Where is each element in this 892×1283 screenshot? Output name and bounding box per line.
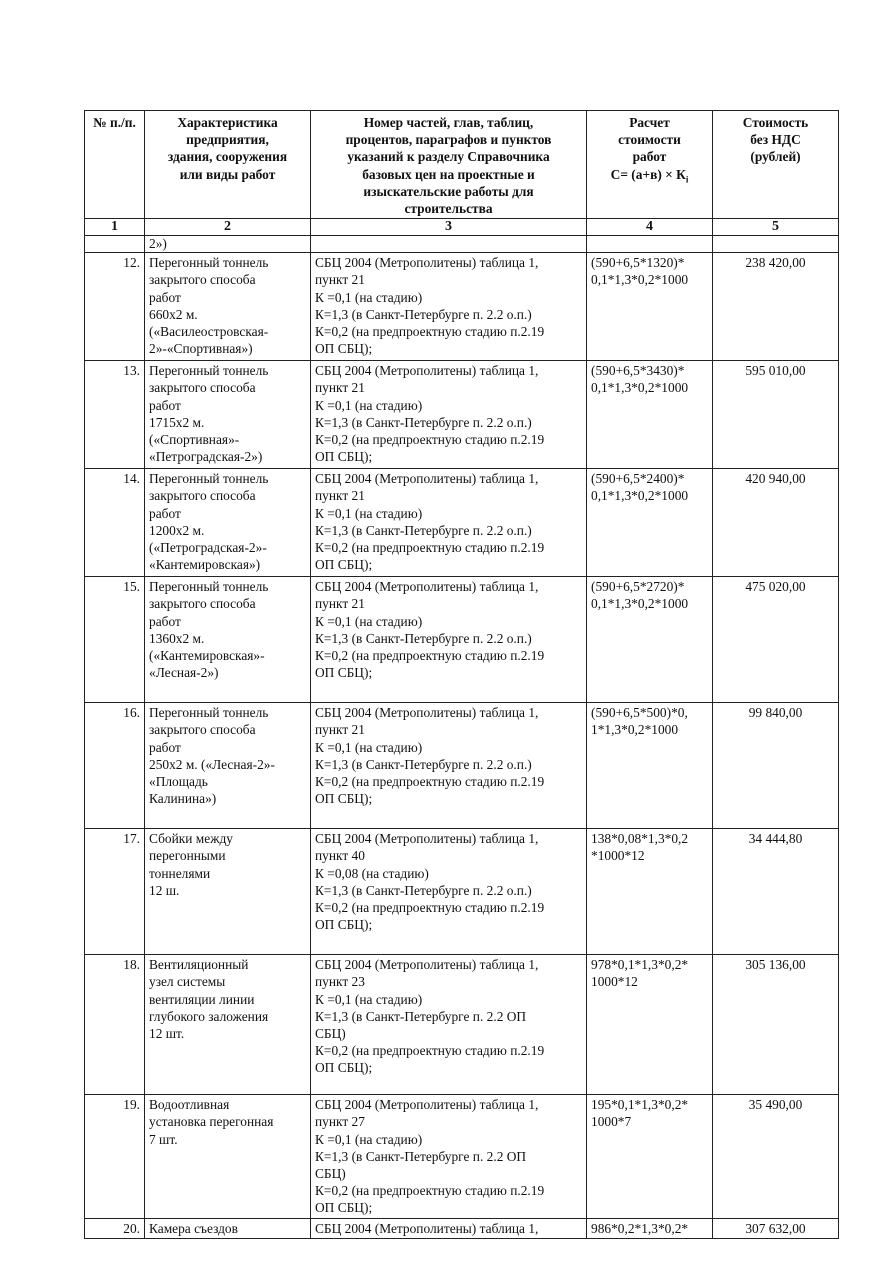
item-name-line: глубокого заложения [149,1008,269,1024]
table-row [85,1219,839,1239]
column-number: 5 [713,219,839,236]
calculation-formula-line: (590+6,5*2720)* [591,579,685,595]
cost-value: 305 136,00 [713,955,839,1095]
reference-text-line: К =0,1 (на стадию) [315,1131,423,1147]
item-name-line: («Василеостровская- [149,324,269,340]
row-number: 12. [85,253,145,361]
item-name-line: перегонными [149,848,226,864]
calculation-formula-line: (590+6,5*3430)* [591,363,685,379]
calculation-formula-line: (590+6,5*2400)* [591,471,685,487]
calculation-formula-line: 0,1*1,3*0,2*1000 [591,272,689,288]
row-number: 19. [85,1095,145,1219]
table-row [85,577,839,703]
row-number: 17. [85,829,145,955]
row-number: 14. [85,469,145,577]
item-name-cell [145,703,311,829]
calculation-formula-line: 1*1,3*0,2*1000 [591,722,679,738]
reference-text-line: К=0,2 (на предпроектную стадию п.2.19 [315,1043,545,1059]
reference-text-line: СБЦ) [315,1166,346,1182]
reference-text-line: К=0,2 (на предпроектную стадию п.2.19 [315,324,545,340]
reference-text-line: СБЦ 2004 (Метрополитены) таблица 1, [315,255,539,271]
header-number: № п./п. [85,111,145,219]
reference-text-line: пункт 40 [315,848,365,864]
item-name-line: узел системы [149,974,226,990]
reference-text-line: пункт 21 [315,596,365,612]
reference-text-line: СБЦ 2004 (Метрополитены) таблица 1, [315,363,539,379]
item-name-cell [145,829,311,955]
reference-text-line: К =0,1 (на стадию) [315,739,423,755]
table-row [85,829,839,955]
item-name-line: Сбойки между [149,831,233,847]
reference-text-line: К=0,2 (на предпроектную стадию п.2.19 [315,648,545,664]
reference-text-line: пункт 23 [315,974,365,990]
cost-value: 595 010,00 [713,361,839,469]
cost-value: 475 020,00 [713,577,839,703]
table-row [85,703,839,829]
header-cost: Стоимость без НДС (рублей) [713,111,839,219]
reference-text-line: пункт 21 [315,380,365,396]
reference-text-line: СБЦ 2004 (Метрополитены) таблица 1, [315,471,539,487]
item-name-line: Перегонный тоннель [149,579,269,595]
header-reference: Номер частей, глав, таблиц, процентов, параграфов и пунктов указаний к разделу Справочника базовых цен на проектные и изыскательские работы для строительства [311,111,587,219]
item-name-line: «Петроградская-2») [149,449,263,465]
reference-text-line: К=0,2 (на предпроектную стадию п.2.19 [315,432,545,448]
reference-text-line: К =0,1 (на стадию) [315,397,423,413]
item-name-line: закрытого способа [149,272,256,288]
item-name-line: Перегонный тоннель [149,255,269,271]
reference-text-line: ОП СБЦ); [315,665,373,681]
calculation-formula-cell [587,1095,713,1219]
header-characteristic: Характеристика предприятия, здания, сооружения или виды работ [145,111,311,219]
row-number: 20. [85,1219,145,1239]
item-name-line: Калинина») [149,791,217,807]
item-name-line: работ [149,613,181,629]
column-number: 3 [311,219,587,236]
item-name-line: вентиляции линии [149,991,255,1007]
reference-text-line: К=1,3 (в Санкт-Петербурге п. 2.2 о.п.) [315,414,532,430]
item-name-line: работ [149,289,181,305]
cost-table [84,110,839,1239]
reference-text-cell [311,577,587,703]
item-name-line: закрытого способа [149,722,256,738]
calculation-formula-line: 138*0,08*1,3*0,2 [591,831,689,847]
reference-text-line: пункт 21 [315,488,365,504]
reference-text-line: К=1,3 (в Санкт-Петербурге п. 2.2 о.п.) [315,306,532,322]
reference-text-line: К=0,2 (на предпроектную стадию п.2.19 [315,540,545,556]
calculation-formula-line: 1000*12 [591,974,638,990]
calculation-formula-line: 0,1*1,3*0,2*1000 [591,488,689,504]
item-name-line: работ [149,397,181,413]
item-name-cell [145,1095,311,1219]
reference-text-line: К=1,3 (в Санкт-Петербурге п. 2.2 ОП [315,1008,527,1024]
item-name-line: 660х2 м. [149,306,198,322]
item-name-cell [145,577,311,703]
table-row [85,955,839,1095]
row-number: 18. [85,955,145,1095]
reference-text-line: СБЦ 2004 (Метрополитены) таблица 1, [315,579,539,595]
calculation-formula-cell [587,1219,713,1239]
calculation-formula-line: 0,1*1,3*0,2*1000 [591,596,689,612]
row-number: 16. [85,703,145,829]
reference-text-line: СБЦ 2004 (Метрополитены) таблица 1, [315,705,539,721]
header-calculation: Расчет стоимости работ $С= (а+в) \times К_i$ [587,111,713,219]
reference-text-cell [311,361,587,469]
table-row [85,361,839,469]
cost-value: 420 940,00 [713,469,839,577]
reference-text-line: ОП СБЦ); [315,791,373,807]
reference-text-cell [311,469,587,577]
item-name-cell [145,469,311,577]
table-row [85,253,839,361]
item-name-cell [145,253,311,361]
reference-text-line: К=1,3 (в Санкт-Петербурге п. 2.2 о.п.) [315,756,532,772]
item-name-line: 12 ш. [149,882,180,898]
reference-text-line: К=1,3 (в Санкт-Петербурге п. 2.2 ОП [315,1148,527,1164]
reference-text-line: пункт 21 [315,272,365,288]
reference-text-line: СБЦ 2004 (Метрополитены) таблица 1, [315,1221,539,1237]
calculation-formula-cell [587,703,713,829]
continuation-row [85,236,839,253]
row-number: 13. [85,361,145,469]
item-name-line: «Кантемировская») [149,557,261,573]
cost-value: 238 420,00 [713,253,839,361]
item-name-line: «Лесная-2») [149,665,219,681]
row-number: 15. [85,577,145,703]
item-name-line: Камера съездов [149,1221,238,1237]
item-name-line: работ [149,505,181,521]
reference-text-line: ОП СБЦ); [315,1200,373,1216]
header-formula-subscript: i [685,174,689,185]
reference-text-line: К=0,2 (на предпроектную стадию п.2.19 [315,1183,545,1199]
reference-text-line: пункт 21 [315,722,365,738]
reference-text-line: К=0,2 (на предпроектную стадию п.2.19 [315,774,545,790]
calculation-formula-line: 0,1*1,3*0,2*1000 [591,380,689,396]
reference-text-cell [311,955,587,1095]
calculation-formula-cell [587,361,713,469]
calculation-formula-line: *1000*12 [591,848,645,864]
calculation-formula-line: (590+6,5*1320)* [591,255,685,271]
item-name-cell [145,361,311,469]
cost-value: 34 444,80 [713,829,839,955]
item-name-line: 7 шт. [149,1131,178,1147]
column-number: 2 [145,219,311,236]
calculation-formula-cell [587,577,713,703]
reference-text-line: К=1,3 (в Санкт-Петербурге п. 2.2 о.п.) [315,630,532,646]
reference-text-line: пункт 27 [315,1114,365,1130]
reference-text-line: СБЦ 2004 (Метрополитены) таблица 1, [315,957,539,973]
reference-text-line: ОП СБЦ); [315,917,373,933]
item-name-line: 12 шт. [149,1026,185,1042]
continuation-text: 2») [145,236,311,253]
reference-text-cell [311,253,587,361]
item-name-line: Вентиляционный [149,957,249,973]
item-name-cell [145,1219,311,1239]
calculation-formula-line: (590+6,5*500)*0, [591,705,688,721]
item-name-line: («Спортивная»- [149,432,240,448]
reference-text-line: ОП СБЦ); [315,557,373,573]
item-name-line: 1360х2 м. [149,630,205,646]
item-name-line: 250х2 м. («Лесная-2»- [149,756,275,772]
calculation-formula-cell [587,469,713,577]
item-name-line: Перегонный тоннель [149,363,269,379]
reference-text-line: СБЦ 2004 (Метрополитены) таблица 1, [315,1097,539,1113]
reference-text-cell [311,1095,587,1219]
item-name-line: работ [149,739,181,755]
item-name-line: («Кантемировская»- [149,648,265,664]
item-name-line: Перегонный тоннель [149,705,269,721]
reference-text-line: К =0,08 (на стадию) [315,865,429,881]
item-name-line: («Петроградская-2»- [149,540,267,556]
reference-text-line: К=1,3 (в Санкт-Петербурге п. 2.2 о.п.) [315,522,532,538]
cost-value: 99 840,00 [713,703,839,829]
item-name-line: Водоотливная [149,1097,230,1113]
calculation-formula-line: 1000*7 [591,1114,632,1130]
item-name-line: установка перегонная [149,1114,274,1130]
reference-text-line: СБЦ 2004 (Метрополитены) таблица 1, [315,831,539,847]
header-row [85,111,839,219]
item-name-line: закрытого способа [149,596,256,612]
header-formula: С= (а+в) × К [610,166,686,182]
item-name-line: 1200х2 м. [149,522,205,538]
reference-text-line: К =0,1 (на стадию) [315,289,423,305]
item-name-line: 2»-«Спортивная») [149,341,253,357]
item-name-line: 1715х2 м. [149,414,205,430]
reference-text-line: К =0,1 (на стадию) [315,613,423,629]
reference-text-cell [311,703,587,829]
table-row [85,469,839,577]
reference-text-line: СБЦ) [315,1026,346,1042]
column-number: 1 [85,219,145,236]
column-number: 4 [587,219,713,236]
reference-text-line: ОП СБЦ); [315,1060,373,1076]
cost-value: 307 632,00 [713,1219,839,1239]
reference-text-cell [311,1219,587,1239]
item-name-cell [145,955,311,1095]
reference-text-line: ОП СБЦ); [315,341,373,357]
column-numbers-row [85,219,839,236]
calculation-formula-line: 978*0,1*1,3*0,2* [591,957,689,973]
calculation-formula-cell [587,829,713,955]
reference-text-line: К=1,3 (в Санкт-Петербурге п. 2.2 о.п.) [315,882,532,898]
item-name-line: «Площадь [149,774,208,790]
item-name-line: закрытого способа [149,488,256,504]
calculation-formula-line: 986*0,2*1,3*0,2* [591,1221,689,1237]
reference-text-line: К =0,1 (на стадию) [315,991,423,1007]
reference-text-line: К=0,2 (на предпроектную стадию п.2.19 [315,900,545,916]
item-name-line: Перегонный тоннель [149,471,269,487]
reference-text-cell [311,829,587,955]
cost-value: 35 490,00 [713,1095,839,1219]
item-name-line: тоннелями [149,865,211,881]
table-row [85,1095,839,1219]
reference-text-line: К =0,1 (на стадию) [315,505,423,521]
reference-text-line: ОП СБЦ); [315,449,373,465]
calculation-formula-cell [587,253,713,361]
calculation-formula-cell [587,955,713,1095]
item-name-line: закрытого способа [149,380,256,396]
calculation-formula-line: 195*0,1*1,3*0,2* [591,1097,689,1113]
